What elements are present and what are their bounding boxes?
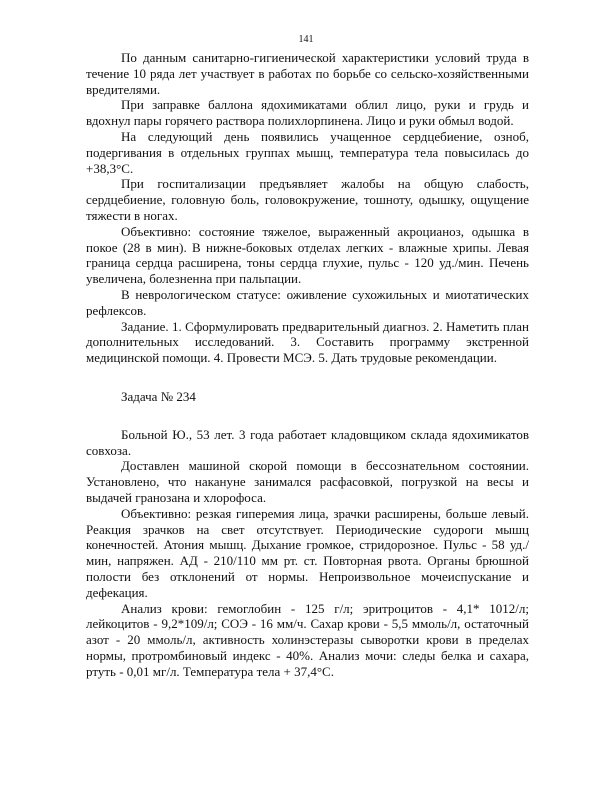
paragraph-lab-results: Анализ крови: гемоглобин - 125 г/л; эритроцитов - 4,1* 1012/л; лейкоцитов - 9,2*109/л; СОЭ - 16 мм/ч. Сахар крови - 5,5 ммоль/л, остаточный азот - 20 ммоль/л, активность холинэстеразы сыворотки крови в пределах нормы, протромбиновый индекс - 40%. Анализ мочи: следы белка и сахара, ртуть - 0,01 мг/л. Температура тела + 37,4°С.: [86, 600, 529, 679]
paragraph-exposure: При заправке баллона ядохимикатами облил лицо, руки и грудь и вдохнул пары горячего раствора полихлорпинена. Лицо и руки обмыл водой.: [86, 97, 529, 129]
page-number: 141: [298, 34, 314, 45]
document-body: [86, 50, 529, 679]
paragraph-next-day-symptoms: На следующий день появились учащенное сердцебиение, озноб, подергивания в отдельных группах мышц, температура тела повысилась до +38,3°С.: [86, 128, 529, 176]
paragraph-objective-exam: Объективно: состояние тяжелое, выраженный акроцианоз, одышка в покое (28 в мин). В нижне-боковых отделах легких - влажные хрипы. Левая граница сердца расширена, тоны сердца глухие, пульс - 120 уд./мин. Печень увеличена, болезненна при пальпации.: [86, 223, 529, 287]
paragraph-work-history: По данным санитарно-гигиенической характеристики условий труда в течение 10 ряда лет участвует в работах по борьбе со сельско-хозяйственными вредителями.: [86, 50, 529, 97]
task-title: Задача № 234: [121, 388, 196, 404]
paragraph-patient-intro: Больной Ю., 53 лет. 3 года работает кладовщиком склада ядохимикатов совхоза.: [86, 426, 529, 458]
paragraph-assignment: Задание. 1. Сформулировать предварительный диагноз. 2. Наметить план дополнительных исследований. 3. Составить программу экстренной медицинской помощи. 4. Провести МСЭ. 5. Дать трудовые рекомендации.: [86, 318, 529, 366]
paragraph-objective-exam-2: Объективно: резкая гиперемия лица, зрачки расширены, больше левый. Реакция зрачков на свет отсутствует. Периодические судороги мышц конечностей. Атония мышц. Дыхание громкое, стридорозное. Пульс - 58 уд./мин, напряжен. АД - 210/110 мм рт. ст. Повторная рвота. Органы брюшной полости без отклонений от нормы. Непроизвольное мочеиспускание и дефекация.: [86, 505, 529, 600]
paragraph-complaints: При госпитализации предъявляет жалобы на общую слабость, сердцебиение, головную боль, головокружение, тошноту, одышку, ощущение тяжести в ногах.: [86, 176, 529, 223]
paragraph-admission: Доставлен машиной скорой помощи в бессознательном состоянии. Установлено, что накануне занимался расфасовкой, погрузкой на весы и выдачей гранозана и хлорофоса.: [86, 458, 529, 505]
paragraph-neuro-status: В неврологическом статусе: оживление сухожильных и миотатических рефлексов.: [86, 286, 529, 318]
